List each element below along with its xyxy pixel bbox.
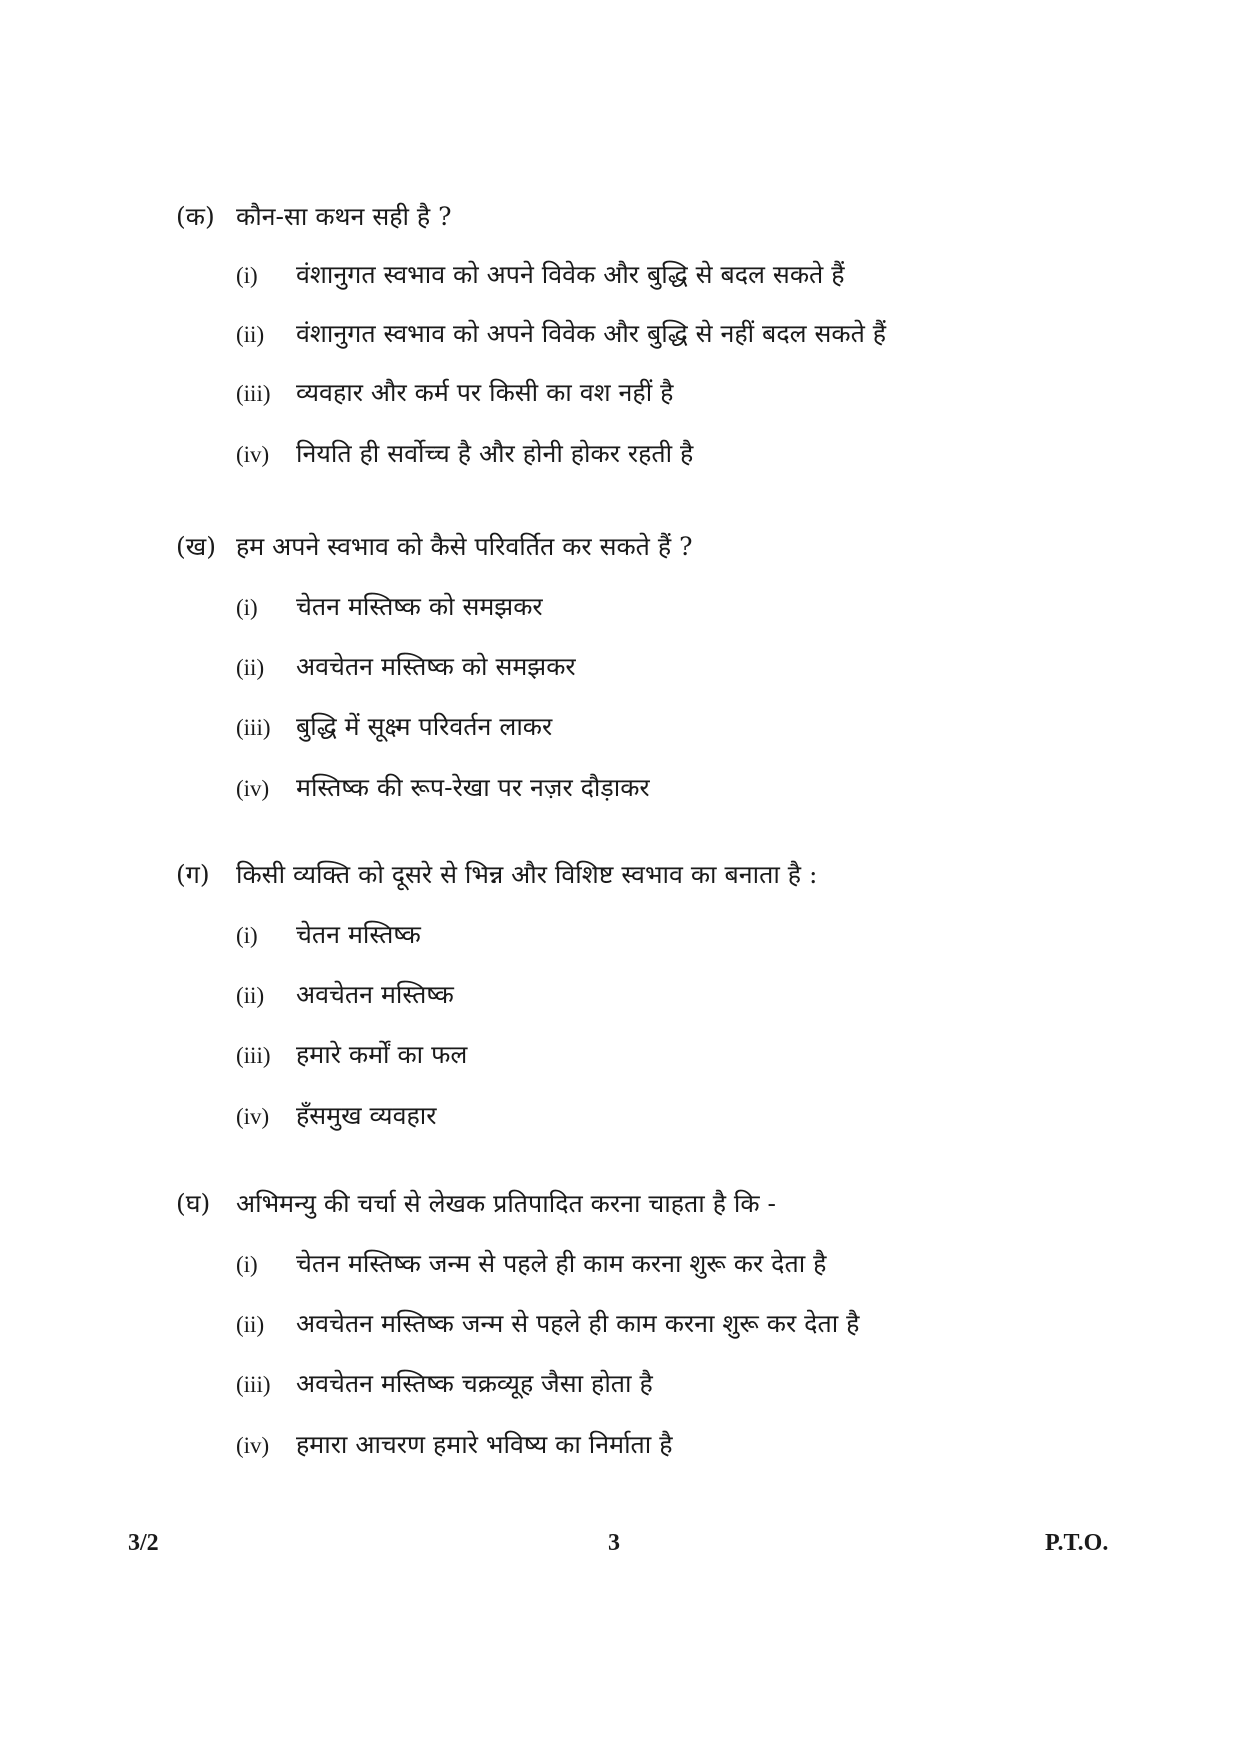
page-footer	[0, 1530, 1240, 1570]
question-label: (ख)	[176, 532, 216, 561]
option-text: अवचेतन मस्तिष्क चक्रव्यूह जैसा होता है	[296, 1369, 653, 1398]
option-text: वंशानुगत स्वभाव को अपने विवेक और बुद्धि से नहीं बदल सकते हैं	[296, 319, 887, 348]
option-number: (i)	[236, 595, 258, 620]
option-ii	[236, 978, 454, 1012]
option-text: चेतन मस्तिष्क	[296, 920, 421, 949]
option-text: मस्तिष्क की रूप-रेखा पर नज़र दौड़ाकर	[296, 773, 650, 802]
option-number: (iv)	[236, 1104, 270, 1129]
question-text: हम अपने स्वभाव को कैसे परिवर्तित कर सकते हैं ?	[236, 532, 693, 561]
option-i	[236, 258, 845, 292]
option-text: हमारा आचरण हमारे भविष्य का निर्माता है	[296, 1430, 673, 1459]
option-iv	[236, 1428, 673, 1462]
question-stem	[176, 530, 1136, 564]
option-number: (iii)	[236, 381, 271, 406]
option-text: हमारे कर्मों का फल	[296, 1040, 468, 1069]
option-text: चेतन मस्तिष्क को समझकर	[296, 592, 543, 621]
option-number: (iv)	[236, 442, 270, 467]
option-number: (iii)	[236, 1372, 271, 1397]
option-number: (iv)	[236, 776, 270, 801]
pto-label: P.T.O.	[1045, 1530, 1109, 1556]
question-ka	[176, 200, 1136, 468]
option-iv	[236, 437, 693, 471]
option-number: (iii)	[236, 1043, 271, 1068]
question-kha	[176, 530, 1136, 802]
paper-code: 3/2	[128, 1530, 159, 1556]
option-i	[236, 590, 543, 624]
option-number: (ii)	[236, 322, 265, 347]
option-number: (iv)	[236, 1433, 270, 1458]
question-stem	[176, 1187, 1136, 1221]
page-number: 3	[608, 1530, 620, 1556]
option-text: अवचेतन मस्तिष्क जन्म से पहले ही काम करना शुरू कर देता है	[296, 1309, 860, 1338]
option-i	[236, 918, 421, 952]
option-number: (ii)	[236, 655, 265, 680]
option-number: (i)	[236, 263, 258, 288]
option-text: नियति ही सर्वोच्च है और होनी होकर रहती है	[296, 439, 694, 468]
question-stem	[176, 858, 1136, 892]
option-text: अवचेतन मस्तिष्क को समझकर	[296, 652, 576, 681]
option-number: (ii)	[236, 983, 265, 1008]
option-text: बुद्धि में सूक्ष्म परिवर्तन लाकर	[296, 712, 553, 741]
option-number: (i)	[236, 923, 258, 948]
option-i	[236, 1247, 826, 1281]
question-stem	[176, 200, 1136, 234]
option-ii	[236, 650, 576, 684]
option-text: चेतन मस्तिष्क जन्म से पहले ही काम करना शुरू कर देता है	[296, 1249, 827, 1278]
option-text: हँसमुख व्यवहार	[296, 1101, 437, 1130]
question-label: (ग)	[176, 860, 210, 889]
question-text: कौन-सा कथन सही है ?	[236, 202, 452, 231]
question-label: (क)	[176, 202, 215, 231]
option-text: व्यवहार और कर्म पर किसी का वश नहीं है	[296, 378, 674, 407]
option-iii	[236, 1038, 467, 1072]
option-text: अवचेतन मस्तिष्क	[296, 980, 454, 1009]
option-iv	[236, 771, 650, 805]
option-iii	[236, 1367, 653, 1401]
option-text: वंशानुगत स्वभाव को अपने विवेक और बुद्धि से बदल सकते हैं	[296, 260, 845, 289]
question-ga	[176, 858, 1136, 1130]
option-ii	[236, 1307, 859, 1341]
option-iv	[236, 1099, 436, 1133]
option-ii	[236, 317, 886, 351]
question-gha	[176, 1187, 1136, 1459]
option-iii	[236, 376, 673, 410]
option-number: (iii)	[236, 715, 271, 740]
option-number: (i)	[236, 1252, 258, 1277]
option-number: (ii)	[236, 1312, 265, 1337]
question-text: अभिमन्यु की चर्चा से लेखक प्रतिपादित करना चाहता है कि -	[236, 1189, 776, 1218]
question-text: किसी व्यक्ति को दूसरे से भिन्न और विशिष्ट स्वभाव का बनाता है :	[236, 860, 818, 889]
question-label: (घ)	[176, 1189, 211, 1218]
option-iii	[236, 710, 552, 744]
